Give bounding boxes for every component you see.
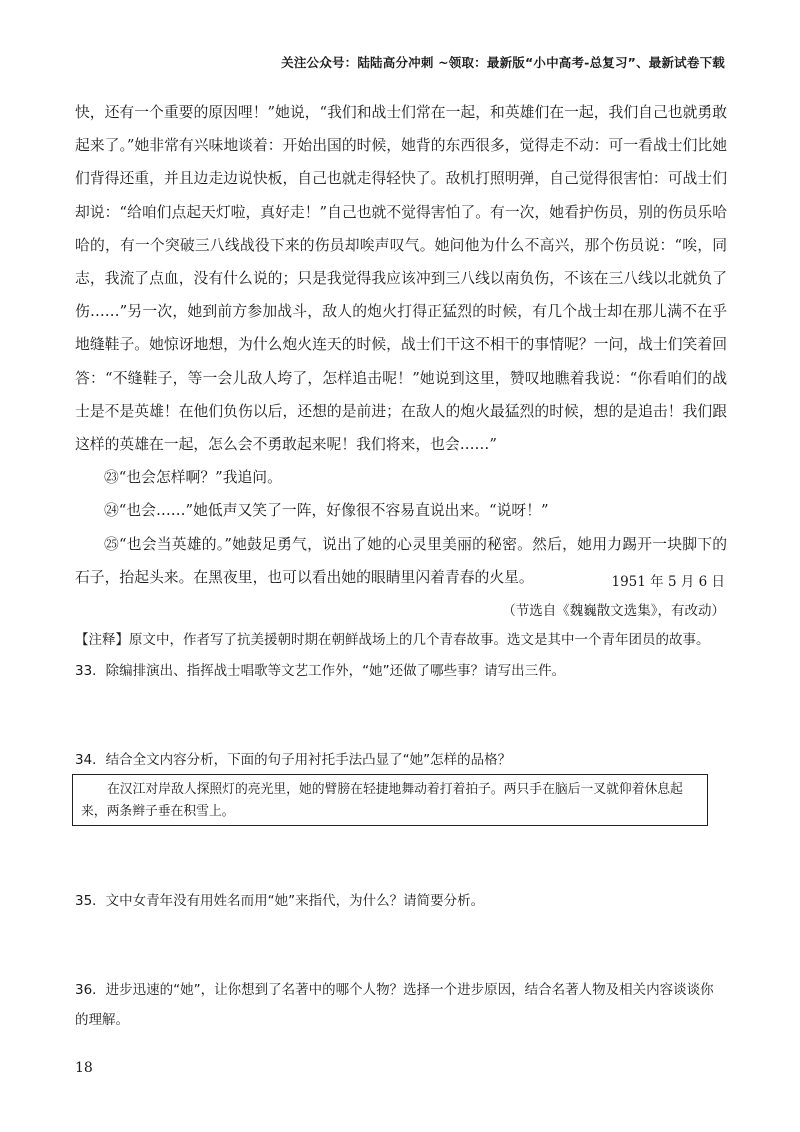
quoted-sentence: 在汉江对岸敌人探照灯的亮光里，她的臂膀在轻捷地舞动着打着拍子。两只手在脑后一叉就仰着休息起来，两条辫子垂在积雪上。 xyxy=(81,782,683,819)
quoted-sentence-box xyxy=(72,774,708,826)
page-number: 18 xyxy=(75,1060,93,1076)
page-header: 关注公众号：陆陆高分冲刺 ~领取：最新版“小中高考-总复习”、最新试卷下载 xyxy=(281,55,725,70)
question-35: 35．文中女青年没有用姓名而用“她”来指代，为什么？请简要分析。 xyxy=(75,893,485,909)
question-34: 34．结合全文内容分析，下面的句子用衬托手法凸显了“她”怎样的品格？ xyxy=(75,752,512,768)
question-36: 36．进步迅速的“她”，让你想到了名著中的哪个人物？选择一个进步原因，结合名著人物及相关内容谈谈你的理解。 xyxy=(75,982,714,1028)
source-citation: （节选自《魏巍散文选集》，有改动） xyxy=(502,603,725,619)
story-excerpt xyxy=(75,96,727,594)
annotation-note: 【注释】原文中，作者写了抗美援朝时期在朝鲜战场上的几个青春故事。选文是其中一个青年团员的故事。 xyxy=(75,632,710,648)
story-paragraph-24: ㉔“也会……”她低声又笑了一阵，好像很不容易直说出来。“说呀！” xyxy=(104,502,549,520)
story-date: 1951 年 5 月 6 日 xyxy=(611,574,725,590)
story-paragraph-23: ㉓“也会怎样啊？”我追问。 xyxy=(104,469,282,487)
question-33: 33．除编排演出、指挥战士唱歌等文艺工作外，“她”还做了哪些事？请写出三件。 xyxy=(75,663,566,679)
story-paragraph-25: ㉕“也会当英雄的。”她鼓足勇气，说出了她的心灵里美丽的秘密。然后，她用力踢开一块脚下的石子，抬起头来。在黑夜里，也可以看出她的眼睛里闪着青春的火星。 xyxy=(75,535,727,586)
story-paragraph: 快，还有一个重要的原因哩！”她说，“我们和战士们常在一起，和英雄们在一起，我们自己也就勇敢起来了。”她非常有兴味地谈着：开始出国的时候，她背的东西很多，觉得走不动：可一看战士们比她们背得还重，并且边走边说快板，自己也就走得轻快了。敌机打照明弹，自己觉得很害怕：可战士们却说：“给咱们点起天灯啦，真好走！”自己也就不觉得害怕了。有一次，她看护伤员，别的伤员乐哈哈的，有一个突破三八线战役下来的伤员却唉声叹气。她问他为什么不高兴，那个伤员说：“唉，同志，我流了点血，没有什么说的；只是我觉得我应该冲到三八线以南负伤，不该在三八线以北就负了伤……”另一次，她到前方参加战斗，敌人的炮火打得正猛烈的时候，有几个战士却在那儿满不在乎地缝鞋子。她惊讶地想，为什么炮火连天的时候，战士们干这不相干的事情呢？一问，战士们笑着回答：“不缝鞋子，等一会儿敌人垮了，怎样追击呢！”她说到这里，赞叹地瞧着我说：“你看咱们的战士是不是英雄！在他们负伤以后，还想的是前进；在敌人的炮火最猛烈的时候，想的是追击！我们跟这样的英雄在一起，怎么会不勇敢起来呢！我们将来，也会……” xyxy=(75,104,727,454)
